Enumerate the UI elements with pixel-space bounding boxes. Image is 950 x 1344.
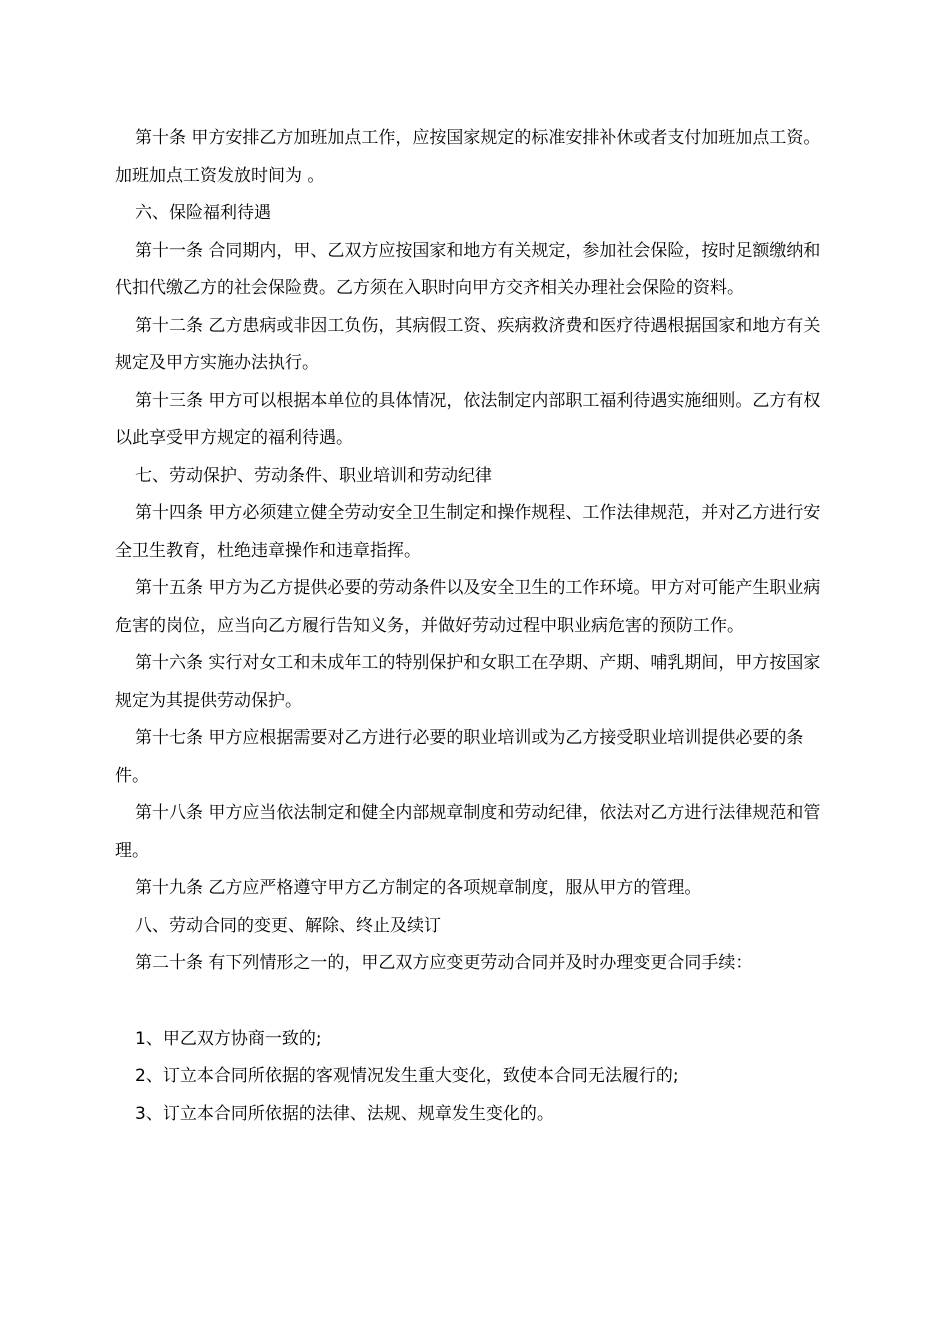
list-item: 1、甲乙双方协商一致的; — [135, 1028, 322, 1049]
section-heading-insurance-welfare: 六、保险福利待遇 — [135, 203, 271, 223]
article-16: 第十六条 实行对女工和未成年工的特别保护和女职工在孕期、产期、哺乳期间，甲方按国家规定为其提供劳动保护。 — [115, 653, 821, 711]
section-heading-contract-change: 八、劳动合同的变更、解除、终止及续订 — [135, 915, 441, 936]
article-10: 第十条 甲方安排乙方加班加点工作，应按国家规定的标准安排补休或者支付加班加点工资。加班加点工资发放时间为 。 — [115, 128, 821, 186]
article-17: 第十七条 甲方应根据需要对乙方进行必要的职业培训或为乙方接受职业培训提供必要的条件。 — [115, 728, 804, 786]
list-item: 3、订立本合同所依据的法律、法规、规章发生变化的。 — [135, 1103, 554, 1124]
blank-line — [115, 983, 835, 1021]
article-12: 第十二条 乙方患病或非因工负伤，其病假工资、疾病救济费和医疗待遇根据国家和地方有关规定及甲方实施办法执行。 — [115, 315, 821, 373]
article-13: 第十三条 甲方可以根据本单位的具体情况，依法制定内部职工福利待遇实施细则。乙方有权以此享受甲方规定的福利待遇。 — [115, 390, 821, 448]
article-14: 第十四条 甲方必须建立健全劳动安全卫生制定和操作规程、工作法律规范，并对乙方进行安全卫生教育，杜绝违章操作和违章指挥。 — [115, 503, 821, 561]
list-item: 2、订立本合同所依据的客观情况发生重大变化，致使本合同无法履行的; — [135, 1066, 679, 1086]
article-15: 第十五条 甲方为乙方提供必要的劳动条件以及安全卫生的工作环境。甲方对可能产生职业病危害的岗位，应当向乙方履行告知义务，并做好劳动过程中职业病危害的预防工作。 — [115, 578, 821, 636]
article-20: 第二十条 有下列情形之一的，甲乙双方应变更劳动合同并及时办理变更合同手续： — [135, 953, 753, 973]
article-11: 第十一条 合同期内，甲、乙双方应按国家和地方有关规定，参加社会保险，按时足额缴纳和代扣代缴乙方的社会保险费。乙方须在入职时向甲方交齐相关办理社会保险的资料。 — [115, 240, 821, 298]
article-19: 第十九条 乙方应严格遵守甲方乙方制定的各项规章制度，服从甲方的管理。 — [135, 878, 702, 898]
section-heading-labor-protection: 七、劳动保护、劳动条件、职业培训和劳动纪律 — [135, 465, 492, 486]
article-18: 第十八条 甲方应当依法制定和健全内部规章制度和劳动纪律，依法对乙方进行法律规范和管理。 — [115, 803, 821, 861]
document-body — [115, 120, 835, 1133]
